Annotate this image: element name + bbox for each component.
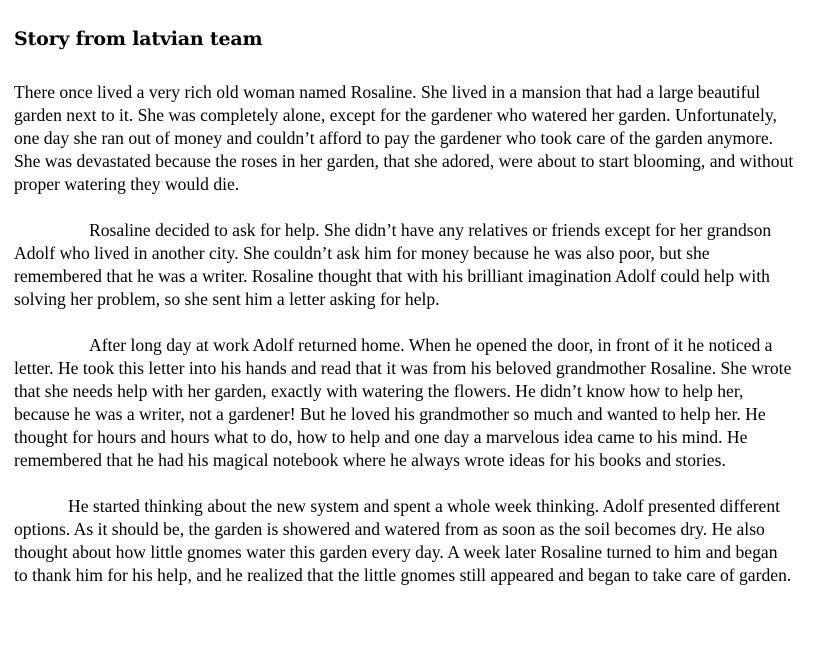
document-title: Story from latvian team xyxy=(14,28,263,50)
story-paragraph-1: There once lived a very rich old woman named Rosaline. She lived in a mansion that had a large beautiful garden next to it. She was completely alone, except for the gardener who watered her garden. Unfortunately, one day she ran out of money and couldn’t afford to pay the gardener who took care of the garden anymore. She was devastated because the roses in her garden, that she adored, were about to start blooming, and without proper watering they would die. xyxy=(14,82,794,194)
document-page xyxy=(14,26,794,587)
story-paragraph-3: After long day at work Adolf returned home. When he opened the door, in front of it he noticed a letter. He took this letter into his hands and read that it was from his beloved grandmother Rosaline. She wrote that she needs help with her garden, exactly with watering the flowers. He didn’t know how to help her, because he was a writer, not a gardener! But he loved his grandmother so much and wanted to help her. He thought for hours and hours what to do, how to help and one day a marvelous idea came to his mind. He remembered that he had his magical notebook where he always wrote ideas for his books and stories. xyxy=(14,335,792,470)
story-paragraph-4: He started thinking about the new system and spent a whole week thinking. Adolf presented different options. As it should be, the garden is showered and watered from as soon as the soil becomes dry. He also thought about how little gnomes water this garden every day. A week later Rosaline turned to him and began to thank him for his help, and he realized that the little gnomes still appeared and began to take care of garden. xyxy=(14,496,792,585)
story-paragraph-2: Rosaline decided to ask for help. She didn’t have any relatives or friends except for her grandson Adolf who lived in another city. She couldn’t ask him for money because he was also poor, but she remembered that he was a writer. Rosaline thought that with his brilliant imagination Adolf could help with solving her problem, so she sent him a letter asking for help. xyxy=(14,220,772,309)
